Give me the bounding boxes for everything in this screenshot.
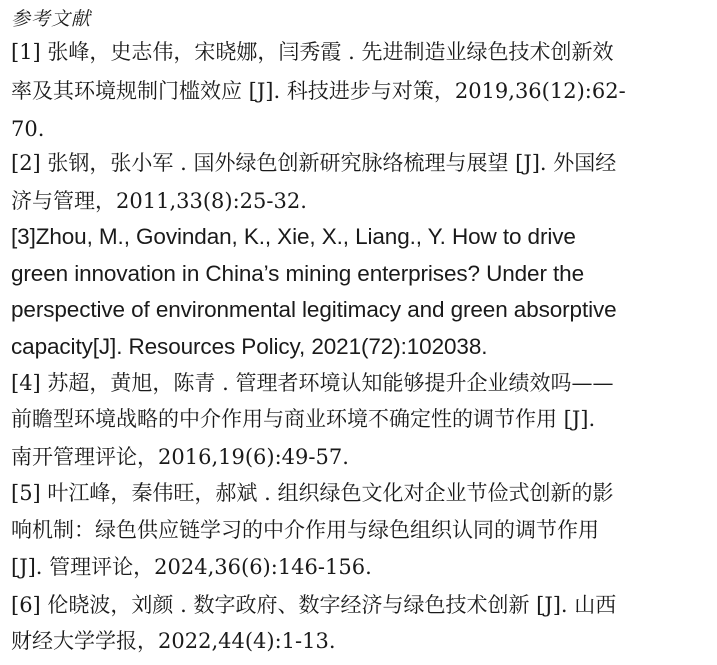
reference-1-line-3: 70.: [11, 117, 45, 141]
reference-5-line-3: [J]. 管理评论，2024,36(6):146-156.: [11, 555, 372, 579]
reference-4-line-3: 南开管理评论，2016,19(6):49-57.: [11, 445, 349, 469]
reference-4-line-2: 前瞻型环境战略的中介作用与商业环境不确定性的调节作用 [J].: [11, 407, 596, 431]
reference-5-line-2: 响机制：绿色供应链学习的中介作用与绿色组织认同的调节作用: [11, 518, 599, 542]
reference-2-line-1: [2] 张钢，张小军 . 国外绿色创新研究脉络梳理与展望 [J]. 外国经: [11, 151, 617, 175]
reference-6-line-2: 财经大学学报，2022,44(4):1-13.: [11, 629, 336, 653]
reference-1-line-1: [1] 张峰，史志伟，宋晓娜，闫秀霞 . 先进制造业绿色技术创新效: [11, 40, 614, 64]
reference-6-line-1: [6] 伦晓波，刘颜 . 数字政府、数字经济与绿色技术创新 [J]. 山西: [11, 593, 617, 617]
reference-3-line-4: capacity[J]. Resources Policy, 2021(72):102038.: [11, 334, 488, 359]
reference-3-line-3: perspective of environmental legitimacy and green absorptive: [11, 297, 617, 322]
reference-5-line-1: [5] 叶江峰，秦伟旺，郝斌 . 组织绿色文化对企业节俭式创新的影: [11, 481, 614, 505]
references-heading: 参考文献: [11, 8, 92, 30]
reference-3-line-2: green innovation in China’s mining enterprises? Under the: [11, 261, 584, 286]
reference-page: [11, 0, 711, 665]
reference-1-line-2: 率及其环境规制门槛效应 [J]. 科技进步与对策，2019,36(12):62-: [11, 79, 626, 103]
reference-2-line-2: 济与管理，2011,33(8):25-32.: [11, 189, 307, 213]
reference-4-line-1: [4] 苏超，黄旭，陈青 . 管理者环境认知能够提升企业绩效吗——: [11, 371, 614, 395]
reference-3-line-1: [3]Zhou, M., Govindan, K., Xie, X., Liang., Y. How to drive: [11, 224, 576, 249]
